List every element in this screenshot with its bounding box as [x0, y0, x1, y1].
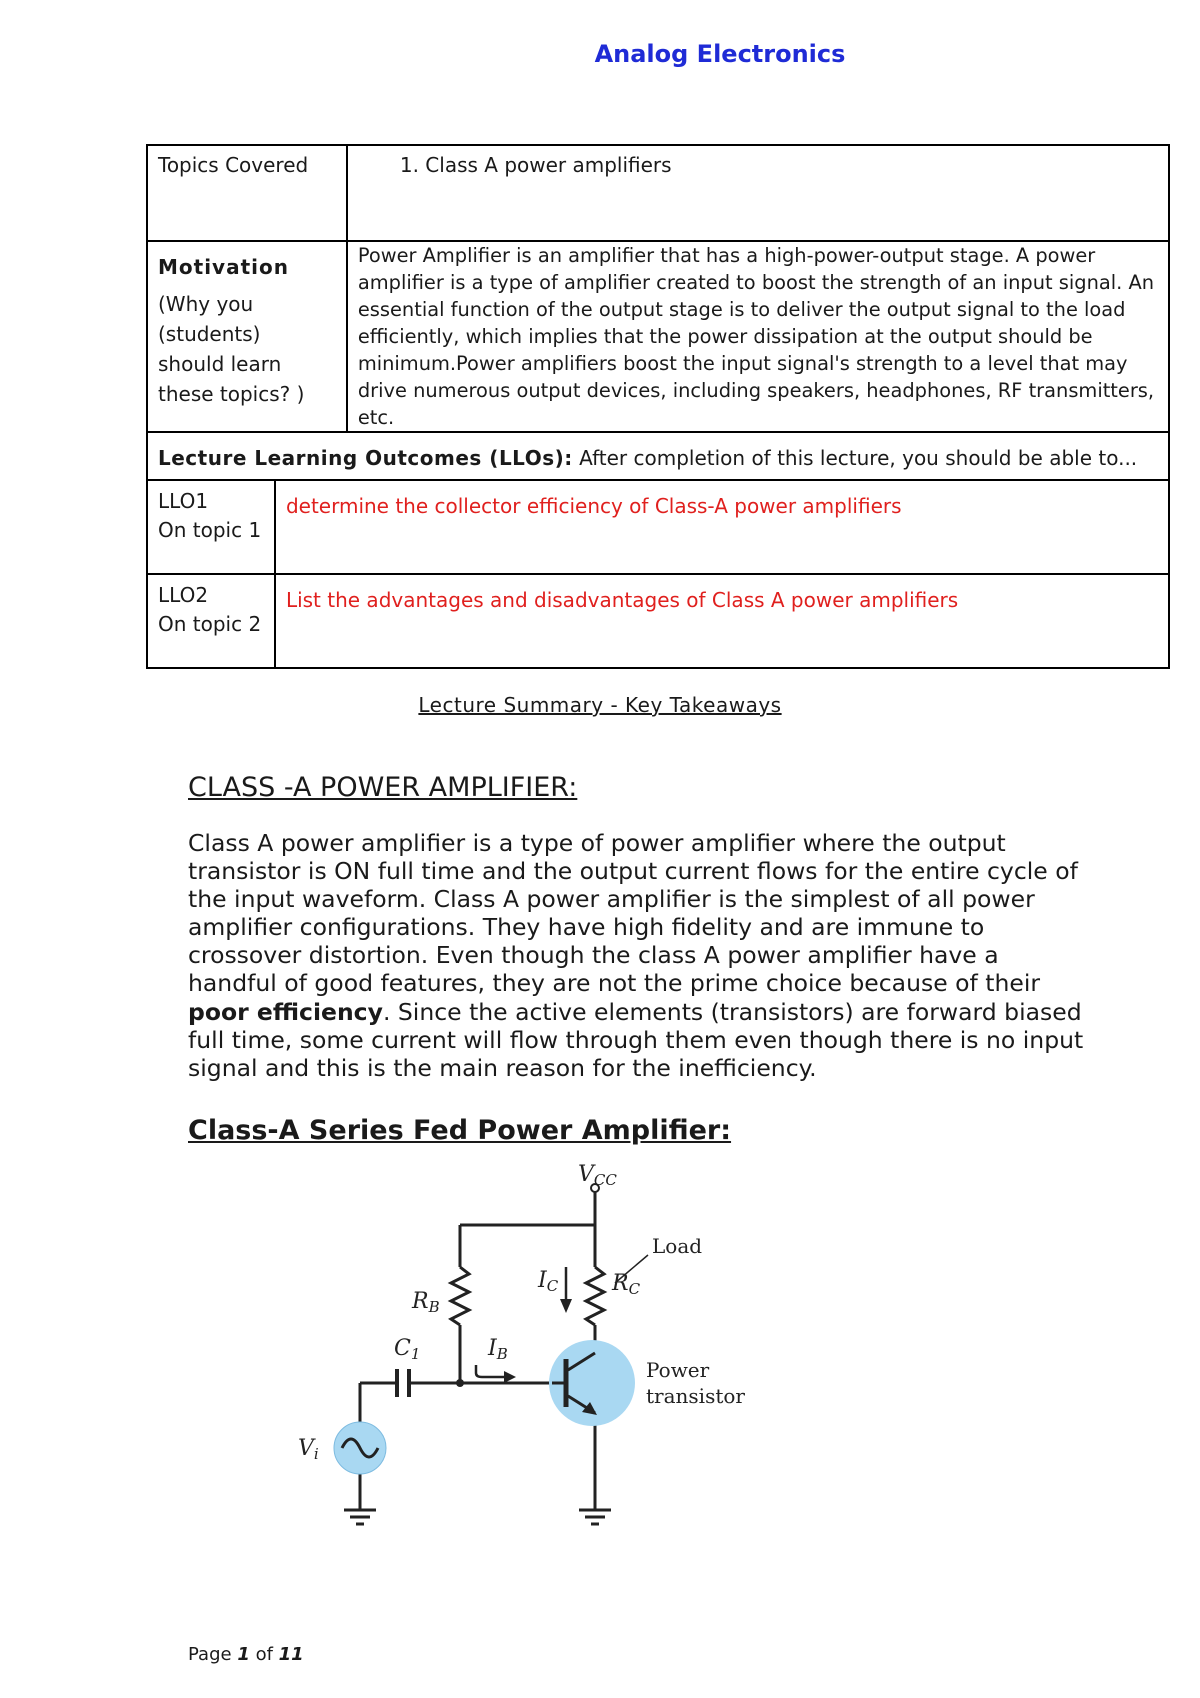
llo-topic: On topic 1: [158, 518, 262, 542]
load-label: Load: [652, 1234, 703, 1258]
rb-resistor: [451, 1267, 469, 1325]
llo-heading-text: After completion of this lecture, you should be able to...: [572, 446, 1138, 470]
llo-text: List the advantages and disadvantages of Class A power amplifiers: [275, 574, 1169, 668]
page-total: 11: [278, 1644, 304, 1665]
llo-topic: On topic 2: [158, 612, 262, 636]
rc-resistor: [586, 1267, 604, 1325]
lecture-info-table: [146, 144, 1170, 669]
llo-id-cell: [147, 574, 275, 668]
section-heading: CLASS -A POWER AMPLIFIER:: [188, 772, 578, 803]
motivation-label-cell: [147, 241, 347, 432]
subsection-heading: Class-A Series Fed Power Amplifier:: [188, 1115, 732, 1146]
llo-heading-row: [147, 432, 1169, 480]
ic-label: IC: [538, 1268, 559, 1295]
topics-list-cell: [347, 145, 1169, 241]
page-of-label: of: [249, 1644, 279, 1665]
llo-heading-bold: Lecture Learning Outcomes (LLOs):: [158, 446, 573, 470]
section-paragraph: [188, 829, 1088, 1082]
llo-id: LLO2: [158, 583, 209, 607]
ground-icon: [344, 1510, 376, 1524]
llo-text: determine the collector efficiency of Class-A power amplifiers: [275, 480, 1169, 574]
rb-label: RB: [412, 1289, 440, 1316]
ib-label: IB: [488, 1336, 508, 1363]
topics-label: Topics Covered: [147, 145, 347, 241]
topics-row: [147, 145, 1169, 241]
series-fed-amplifier-circuit: [270, 1155, 790, 1555]
llo-heading-cell: [147, 432, 1169, 480]
page-label: Page: [188, 1644, 238, 1665]
llo-id-cell: [147, 480, 275, 574]
ic-arrow-icon: [560, 1299, 572, 1313]
paragraph-text: Class A power amplifier is a type of power amplifier where the output transistor is ON full time and the output current flows for the entire cycle of the input waveform. Class A power amplifier is the simplest of all power amplifier configurations. They have high fidelity and are immune to crossover distortion. Even though the class A power amplifier have a handful of good features, they are not the prime choice because of their: [188, 829, 1078, 998]
topic-item: 1. Class A power amplifiers: [399, 153, 672, 177]
vcc-label: VCC: [578, 1162, 617, 1189]
llo-row-2: [147, 574, 1169, 668]
power-transistor-label-1: Power: [646, 1358, 710, 1382]
motivation-label: Motivation: [158, 255, 289, 279]
c1-label: C1: [394, 1336, 421, 1363]
motivation-text: Power Amplifier is an amplifier that has a high-power-output stage. A power amplifier is a type of amplifier created to boost the strength of an input signal. An essential function of the output stage is to deliver the output signal to the load efficiently, which implies that the power dissipation at the output should be minimum.Power amplifiers boost the input signal's strength to a level that may drive numerous output devices, including speakers, headphones, RF transmitters, etc.: [347, 241, 1169, 432]
ib-arrow-line: [476, 1365, 506, 1377]
llo-row-1: [147, 480, 1169, 574]
power-transistor-label-2: transistor: [646, 1384, 745, 1408]
motivation-subtitle: (Why you (students) should learn these topics? ): [158, 292, 305, 406]
c1-capacitor: [397, 1369, 409, 1397]
llo-id: LLO1: [158, 489, 209, 513]
rc-label: RC: [612, 1271, 641, 1298]
junction-dot: [456, 1379, 464, 1387]
lecture-summary-heading: Lecture Summary - Key Takeaways: [418, 693, 782, 717]
page-footer: [188, 1644, 304, 1665]
ground-icon: [579, 1510, 611, 1524]
ib-arrow-icon: [504, 1371, 516, 1383]
page-header-title: Analog Electronics: [594, 40, 846, 68]
paragraph-bold-text: poor efficiency: [188, 997, 383, 1026]
page-number: 1: [237, 1644, 250, 1665]
paragraph-text: . Since the active elements (transistors) are forward biased full time, some current will flow through them even though there is no input signal and this is the main reason for the inefficiency.: [188, 997, 1084, 1082]
motivation-row: [147, 241, 1169, 432]
vi-label: Vi: [298, 1436, 319, 1463]
